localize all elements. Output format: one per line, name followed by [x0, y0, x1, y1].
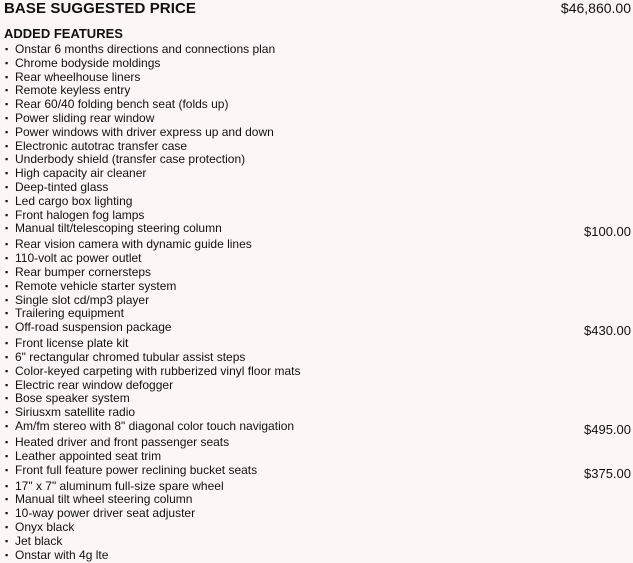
feature-item — [5, 436, 631, 450]
feature-price: $430.00 — [584, 323, 631, 339]
bullet-icon: ▪ — [5, 480, 9, 491]
feature-item — [5, 98, 631, 112]
feature-item — [5, 209, 631, 223]
feature-label: Power sliding rear window — [15, 110, 155, 125]
feature-item — [5, 365, 631, 379]
feature-item — [5, 321, 631, 337]
feature-item — [5, 252, 631, 266]
feature-label: Single slot cd/mp3 player — [15, 292, 150, 307]
feature-price: $375.00 — [584, 465, 631, 481]
feature-label: Remote keyless entry — [15, 83, 131, 98]
feature-label: Led cargo box lighting — [15, 193, 133, 208]
feature-label: Power windows with driver express up and down — [15, 124, 274, 139]
feature-item — [5, 464, 631, 480]
bullet-icon: ▪ — [5, 99, 9, 110]
bullet-icon: ▪ — [5, 549, 9, 560]
added-features-list — [5, 43, 631, 562]
bullet-icon: ▪ — [5, 239, 9, 250]
bullet-icon: ▪ — [5, 71, 9, 82]
bullet-icon: ▪ — [5, 436, 9, 447]
feature-label: Bose speaker system — [15, 391, 130, 406]
feature-item — [5, 351, 631, 365]
feature-label: Electric rear window defogger — [15, 377, 174, 392]
bullet-icon: ▪ — [5, 351, 9, 362]
feature-item — [5, 280, 631, 294]
bullet-icon: ▪ — [5, 209, 9, 220]
feature-label: Rear bumper cornersteps — [15, 264, 152, 279]
bullet-icon: ▪ — [5, 420, 9, 431]
bullet-icon: ▪ — [5, 365, 9, 376]
feature-item — [5, 43, 631, 57]
bullet-icon: ▪ — [5, 266, 9, 277]
feature-label: Jet black — [15, 533, 63, 548]
bullet-icon: ▪ — [5, 57, 9, 68]
feature-item — [5, 112, 631, 126]
feature-item — [5, 84, 631, 98]
bullet-icon: ▪ — [5, 393, 9, 404]
feature-label: 6" rectangular chromed tubular assist steps — [15, 349, 246, 364]
bullet-icon: ▪ — [5, 280, 9, 291]
feature-label: Heated driver and front passenger seats — [15, 434, 230, 449]
feature-item — [5, 181, 631, 195]
feature-label: Chrome bodyside moldings — [15, 55, 161, 70]
feature-label: Rear vision camera with dynamic guide lines — [15, 237, 252, 252]
feature-label: Remote vehicle starter system — [15, 278, 177, 293]
feature-item — [5, 507, 631, 521]
bullet-icon: ▪ — [5, 195, 9, 206]
bullet-icon: ▪ — [5, 85, 9, 96]
feature-label: Onyx black — [15, 519, 75, 534]
feature-item — [5, 153, 631, 167]
feature-item — [5, 167, 631, 181]
feature-label: Electronic autotrac transfer case — [15, 138, 188, 153]
bullet-icon: ▪ — [5, 140, 9, 151]
feature-item — [5, 294, 631, 308]
feature-label: 110-volt ac power outlet — [15, 251, 142, 266]
feature-item — [5, 307, 631, 321]
bullet-icon: ▪ — [5, 294, 9, 305]
feature-item — [5, 406, 631, 420]
feature-item — [5, 222, 631, 238]
feature-label: Off-road suspension package — [15, 320, 172, 335]
bullet-icon: ▪ — [5, 535, 9, 546]
feature-label: 17" x 7" aluminum full-size spare wheel — [15, 478, 224, 493]
base-price-label: BASE SUGGESTED PRICE — [4, 0, 197, 17]
feature-item — [5, 238, 631, 252]
bullet-icon: ▪ — [5, 338, 9, 349]
feature-label: Rear 60/40 folding bench seat (folds up) — [15, 97, 229, 112]
feature-item — [5, 450, 631, 464]
feature-item — [5, 379, 631, 393]
feature-label: Onstar with 4g lte — [15, 547, 109, 562]
bullet-icon: ▪ — [5, 126, 9, 137]
feature-label: Onstar 6 months directions and connections plan — [15, 42, 276, 56]
base-price-value: $46,860.00 — [560, 0, 631, 16]
bullet-icon: ▪ — [5, 223, 9, 234]
feature-label: Manual tilt wheel steering column — [15, 492, 193, 507]
feature-price: $495.00 — [584, 421, 631, 437]
feature-item — [5, 493, 631, 507]
feature-label: Front license plate kit — [15, 336, 129, 351]
bullet-icon: ▪ — [5, 450, 9, 461]
bullet-icon: ▪ — [5, 168, 9, 179]
bullet-icon: ▪ — [5, 253, 9, 264]
feature-item — [5, 521, 631, 535]
feature-label: Underbody shield (transfer case protection) — [15, 152, 246, 167]
feature-label: Color-keyed carpeting with rubberized vinyl floor mats — [15, 363, 301, 378]
bullet-icon: ▪ — [5, 508, 9, 519]
feature-item — [5, 57, 631, 71]
feature-item — [5, 392, 631, 406]
bullet-icon: ▪ — [5, 379, 9, 390]
bullet-icon: ▪ — [5, 322, 9, 333]
feature-item — [5, 140, 631, 154]
feature-label: Rear wheelhouse liners — [15, 69, 141, 84]
feature-item — [5, 420, 631, 436]
feature-label: Leather appointed seat trim — [15, 448, 162, 463]
bullet-icon: ▪ — [5, 407, 9, 418]
feature-label: Front full feature power reclining bucket seats — [15, 462, 258, 477]
feature-item — [5, 549, 631, 563]
feature-item — [5, 71, 631, 85]
feature-label: 10-way power driver seat adjuster — [15, 506, 196, 521]
feature-label: Front halogen fog lamps — [15, 207, 145, 222]
feature-price: $100.00 — [584, 224, 631, 240]
feature-label: Manual tilt/telescoping steering column — [15, 221, 222, 236]
feature-item — [5, 480, 631, 494]
base-price-row — [4, 0, 631, 17]
feature-label: Siriusxm satellite radio — [15, 405, 136, 420]
feature-label: Deep-tinted glass — [15, 179, 109, 194]
bullet-icon: ▪ — [5, 44, 9, 54]
bullet-icon: ▪ — [5, 308, 9, 319]
bullet-icon: ▪ — [5, 181, 9, 192]
feature-item — [5, 126, 631, 140]
feature-item — [5, 195, 631, 209]
feature-label: High capacity air cleaner — [15, 166, 147, 181]
bullet-icon: ▪ — [5, 494, 9, 505]
bullet-icon: ▪ — [5, 521, 9, 532]
added-features-title: ADDED FEATURES — [4, 26, 123, 41]
feature-item — [5, 266, 631, 280]
bullet-icon: ▪ — [5, 464, 9, 475]
bullet-icon: ▪ — [5, 112, 9, 123]
feature-item — [5, 535, 631, 549]
feature-label: Am/fm stereo with 8" diagonal color touch navigation — [15, 418, 295, 433]
feature-label: Trailering equipment — [15, 306, 124, 321]
bullet-icon: ▪ — [5, 154, 9, 165]
feature-item — [5, 337, 631, 351]
